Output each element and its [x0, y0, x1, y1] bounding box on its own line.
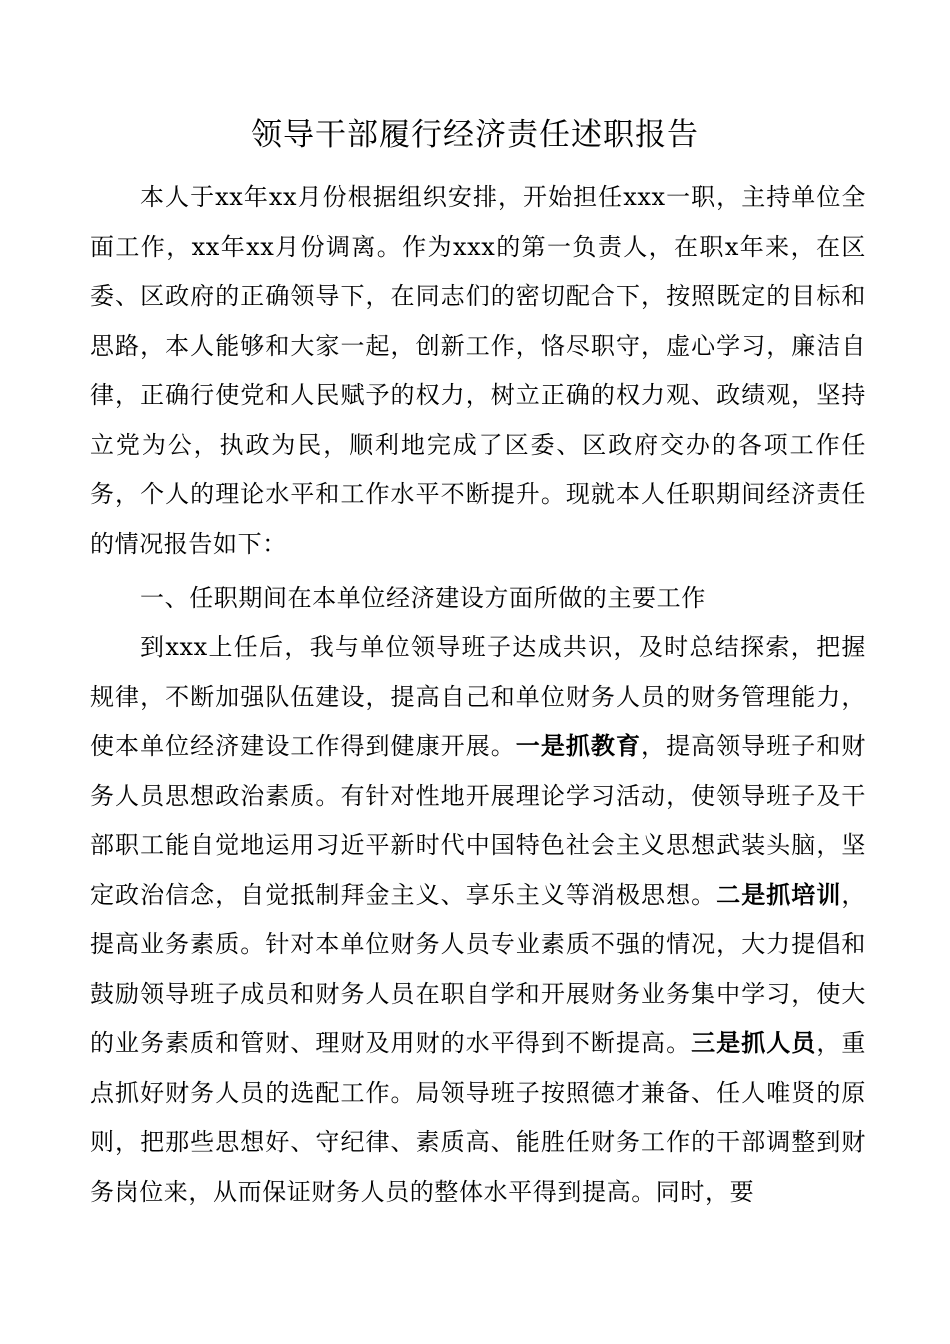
- point-3-text: ，重点抓好财务人员的选配工作。局领导班子按照德才兼备、任人唯贤的原则，把那些思想好、守纪律、素质高、能胜任财务工作的干部调整到财务岗位来，从而保证财务人员的整体水平得到提高。同时，要: [90, 1029, 867, 1206]
- point-2-text: ，提高业务素质。针对本单位财务人员专业素质不强的情况，大力提倡和鼓励领导班子成员和财务人员在职自学和开展财务业务集中学习，使大的业务素质和管财、理财及用财的水平得到不断提高。: [90, 880, 867, 1057]
- point-2-label: 二是抓培训: [716, 880, 842, 909]
- section-heading-1: 一、任职期间在本单位经济建设方面所做的主要工作: [140, 584, 706, 612]
- section-1-paragraph: [90, 623, 866, 1217]
- point-1-text: ，提高领导班子和财务人员思想政治素质。有针对性地开展理论学习活动，使领导班子及干部职工能自觉地运用习近平新时代中国特色社会主义思想武装头脑，坚定政治信念，自觉抵制拜金主义、享乐主义等消极思想。: [90, 732, 867, 909]
- document-title: 领导干部履行经济责任述职报告: [251, 117, 699, 153]
- section-1-opening-text: 到xxx上任后，我与单位领导班子达成共识，及时总结探索，把握规律，不断加强队伍建设，提高自己和单位财务人员的财务管理能力，使本单位经济建设工作得到健康开展。: [90, 633, 866, 760]
- point-3-label: 三是抓人员: [691, 1029, 817, 1057]
- point-1-label: 一是抓教育: [515, 732, 642, 760]
- intro-paragraph: 本人于xx年xx月份根据组织安排，开始担任xxx一职，主持单位全面工作，xx年xx月份调离。作为xxx的第一负责人，在职x年来，在区委、区政府的正确领导下，在同志们的密切配合下，按照既定的目标和思路，本人能够和大家一起，创新工作，恪尽职守，虚心学习，廉洁自律，正确行使党和人民赋予的权力，树立正确的权力观、政绩观，坚持立党为公，执政为民，顺利地完成了区委、区政府交办的各项工作任务，个人的理论水平和工作水平不断提升。现就本人任职期间经济责任的情况报告如下：: [90, 183, 866, 558]
